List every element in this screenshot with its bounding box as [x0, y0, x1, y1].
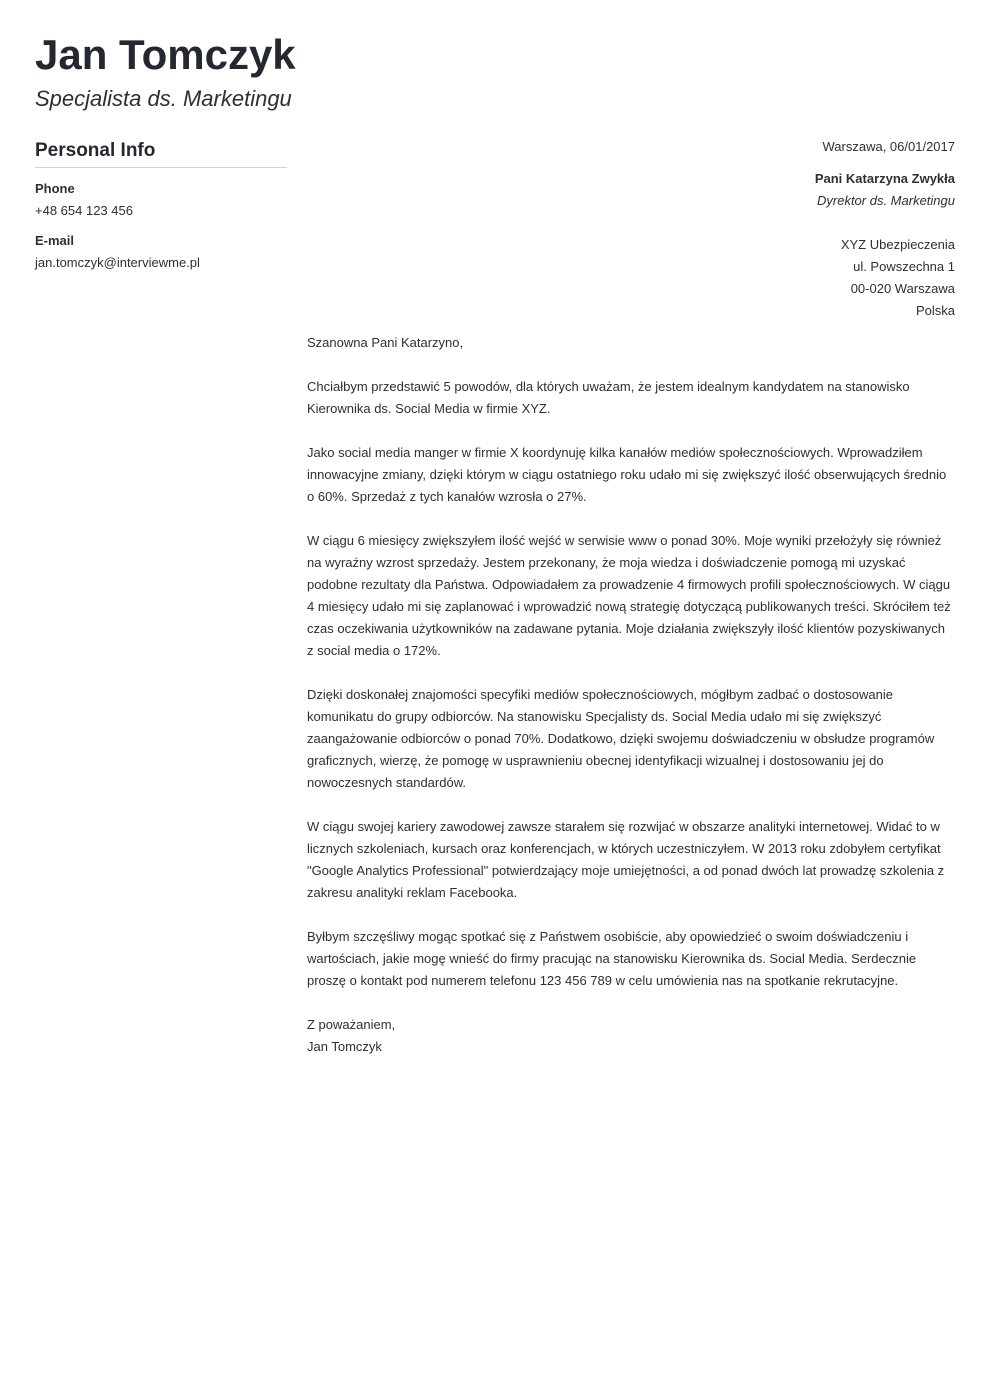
company-country: Polska — [915, 303, 955, 318]
cover-letter — [307, 136, 955, 1058]
recipient-title: Dyrektor ds. Marketingu — [817, 193, 955, 208]
email-value: jan.tomczyk@interviewme.pl — [35, 255, 200, 270]
letter-address-block — [307, 136, 955, 322]
letter-paragraph: W ciągu swojej kariery zawodowej zawsze starałem się rozwijać w obszarze analityki internetowej. Widać to w licznych szkoleniach, kursach oraz konferencjach, w których uczestniczyłem. W 2013 roku zdobyłem certyfikat "Google Analytics Professional" potwierdzający moje umiejętności, a od ponad dwóch lat prowadzę szkolenia z zakresu analityki reklam Facebooka. — [307, 819, 945, 900]
phone-value: +48 654 123 456 — [35, 203, 133, 218]
personal-info-heading: Personal Info — [35, 138, 287, 168]
recipient-name: Pani Katarzyna Zwykła — [814, 171, 955, 186]
letter-date: Warszawa, 06/01/2017 — [822, 139, 955, 154]
letter-paragraph: Jako social media manger w firmie X koordynuję kilka kanałów mediów społecznościowych. Wprowadziłem innowacyjne zmiany, dzięki którym w ciągu ostatniego roku udało mi się zwiększyć ilość obserwujących średnio o 60%. Sprzedaż z tych kanałów wzrosła o 27%. — [307, 445, 947, 504]
letter-paragraph: W ciągu 6 miesięcy zwiększyłem ilość wejść w serwisie www o ponad 30%. Moje wyniki przełożyły się również na wyraźny wzrost sprzedaży. Jestem przekonany, że moja wiedza i doświadczenie pomogą mi uzyskać podobne rezultaty dla Państwa. Odpowiadałem za prowadzenie 4 firmowych profili społecznościowych. W ciągu 4 miesięcy udało mi się zaplanować i wprowadzić nową strategię dotyczącą publikowanych treści. Skróciłem też czas oczekiwania użytkowników na zadawane pytania. Moje działania zwiększyły ilość klientów pozyskiwanych z social media o 172%. — [307, 533, 951, 658]
letter-signature: Jan Tomczyk — [307, 1039, 382, 1054]
company-city: 00-020 Warszawa — [850, 281, 955, 296]
applicant-name: Jan Tomczyk — [35, 31, 296, 78]
header — [35, 30, 955, 113]
phone-label: Phone — [35, 181, 75, 196]
letter-paragraph: Dzięki doskonałej znajomości specyfiki mediów społecznościowych, mógłbym zadbać o dostosowanie komunikatu do grupy odbiorców. Na stanowisku Specjalisty ds. Social Media udało mi się zwiększyć zaangażowanie odbiorców o ponad 70%. Dodatkowo, dzięki swojemu doświadczeniu w obsłudze programów graficznych, wierzę, że pomogę w usprawnieniu obecnej identyfikacji wizualnej i dostosowaniu jej do nowoczesnych standardów. — [307, 687, 935, 790]
company-street: ul. Powszechna 1 — [853, 259, 955, 274]
letter-greeting: Szanowna Pani Katarzyno, — [307, 335, 464, 350]
email-label: E-mail — [35, 233, 75, 248]
company-name: XYZ Ubezpieczenia — [840, 237, 955, 252]
applicant-role: Specjalista ds. Marketingu — [35, 86, 292, 111]
letter-paragraph: Chciałbym przedstawić 5 powodów, dla których uważam, że jestem idealnym kandydatem na stanowisko Kierownika ds. Social Media w firmie XYZ. — [307, 379, 910, 416]
letter-closing: Z poważaniem, — [307, 1017, 396, 1032]
personal-info-sidebar — [35, 138, 287, 274]
letter-paragraph: Byłbym szczęśliwy mogąc spotkać się z Państwem osobiście, aby opowiedzieć o swoim doświadczeniu i wartościach, jakie mogę wnieść do firmy pracując na stanowisku Kierownika ds. Social Media. Serdecznie proszę o kontakt pod numerem telefonu 123 456 789 w celu umówienia nas na spotkanie rekrutacyjne. — [307, 929, 917, 988]
